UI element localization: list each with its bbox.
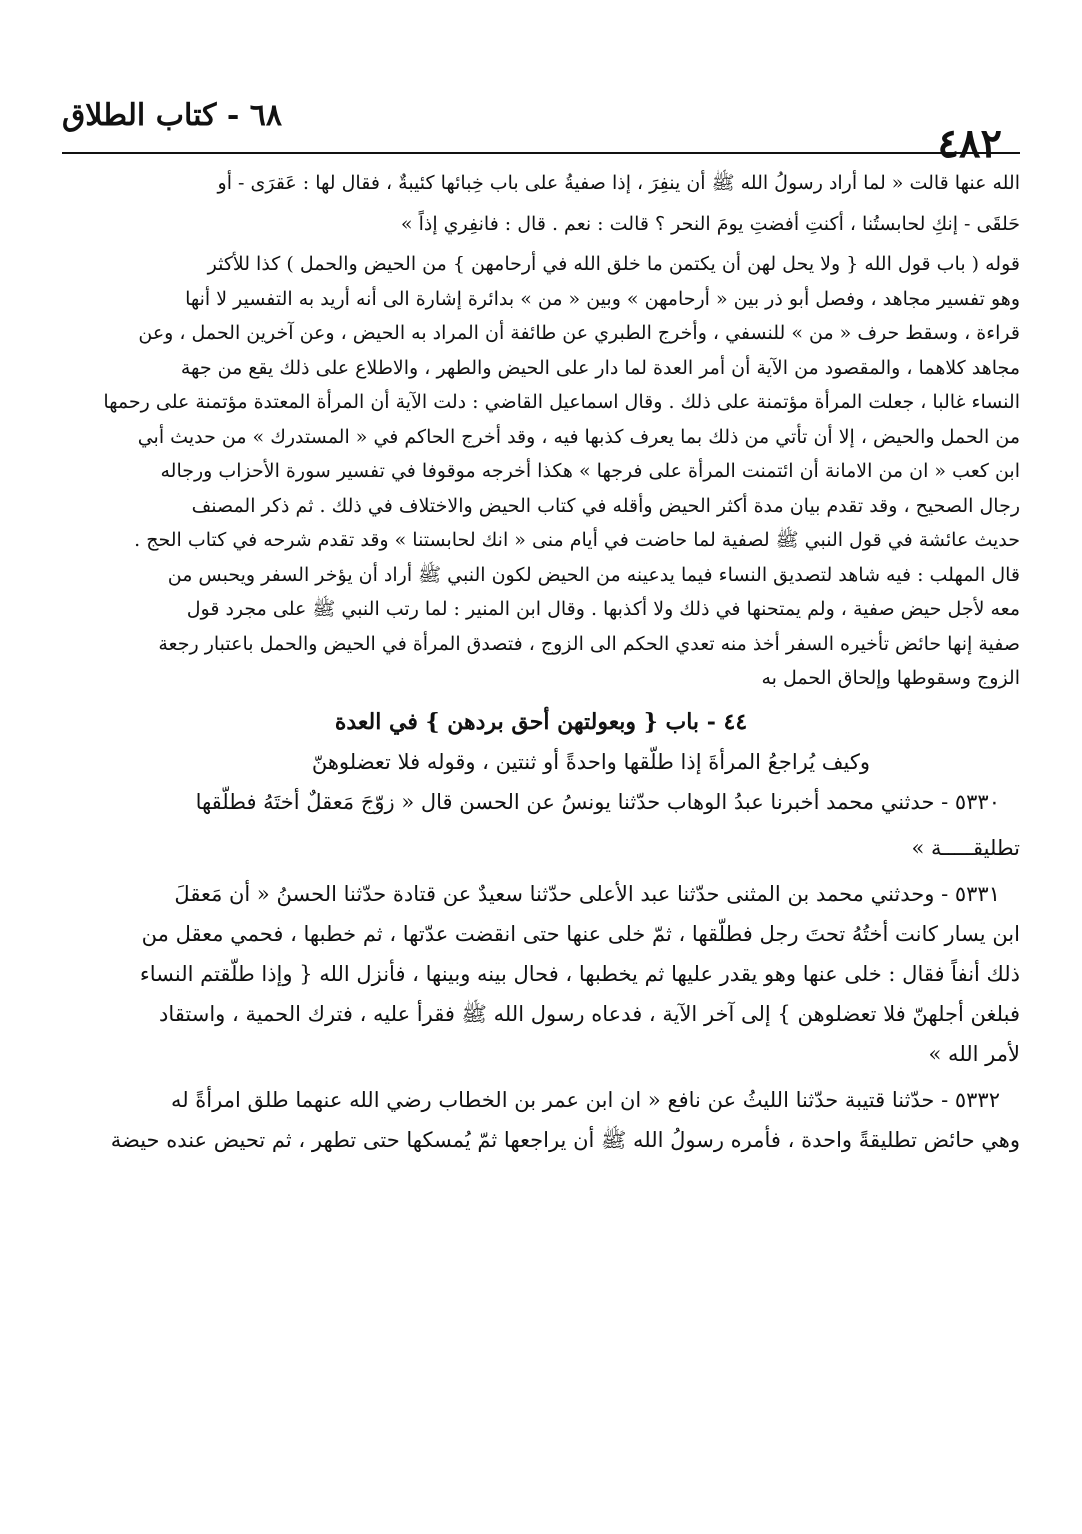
text-line: وهو تفسير مجاهد ، وفصل أبو ذر بين « أرحامهن » وبين « من » بدائرة إشارة الى أنه أريد به التفسير لا أنها [185,287,1020,310]
hadith-line: ٥٣٣٢ - حدّثنا قتيبة حدّثنا الليثُ عن نافع « ان ابن عمر بن الخطاب رضي الله عنهما طلق امرأةً له [170,1087,1000,1112]
text-line: معه لأجل حيض صفية ، ولم يمتحنها في ذلك ولا أكذبها . وقال ابن المنير : لما رتب النبي ﷺ على مجرد قول [186,598,1020,620]
hadith-line: فبلغن أجلهنّ فلا تعضلوهن } إلى آخر الآية ، فدعاه رسول الله ﷺ فقرأ عليه ، فترك الحمية ، واستقاد [159,1001,1020,1026]
header-rule [62,152,1020,154]
text-line: قراءة ، وسقط حرف « من » للنسفي ، وأخرج الطبري عن طائفة أن المراد به الحيض ، وعن آخرين الحمل ، وعن [138,322,1020,344]
hadith-line: تطليقـــــة » [911,835,1020,860]
text-line: حديث عائشة في قول النبي ﷺ لصفية لما حاضت في أيام منى « انك لحابستنا » وقد تقدم شرحه في كتاب الحج . [134,529,1020,551]
text-line: صفية إنها حائض تأخيره السفر أخذ منه تعدي الحكم الى الزوج ، فتصدق المرأة في الحيض والحمل باعتبار رجعة [158,632,1020,655]
text-line: النساء غالبا ، جعلت المرأة مؤتمنة على ذلك . وقال اسماعيل القاضي : دلت الآية أن المرأة المعتدة مؤتمنة على رحمها [103,391,1020,413]
text-line: رجال الصحيح ، وقد تقدم بيان مدة أكثر الحيض وأقله في كتاب الحيض والاختلاف في ذلك . ثم ذكر المصنف [191,494,1020,517]
text-line: مجاهد كلاهما ، والمقصود من الآية أن أمر العدة لما دار على الحيض والطهر ، والاطلاع على ذلك يقع من جهة [180,356,1020,379]
hadith-line: وهي حائض تطليقةً واحدة ، فأمره رسولُ الله ﷺ أن يراجعها ثمّ يُمسكها حتى تطهر ، ثم تحيض عنده حيضة [110,1127,1020,1152]
text-line: قال المهلب : فيه شاهد لتصديق النساء فيما يدعينه من الحيض لكون النبي ﷺ أراد أن يؤخر السفر ويحبس من [167,563,1020,586]
page-body [62,166,1020,1160]
chapter-heading: ٤٤ - باب { وبعولتهن أحق بردهن } في العدة [334,708,748,735]
hadith-line: ٥٣٣٠ - حدثني محمد أخبرنا عبدُ الوهاب حدّثنا يونسُ عن الحسن قال « زوّجَ مَعقلٌ أختَهُ فطلّقها [195,789,1000,814]
hadith-line: ٥٣٣١ - وحدثني محمد بن المثنى حدّثنا عبد الأعلى حدّثنا سعيدٌ عن قتادة حدّثنا الحسنُ « أن مَعقلَ [174,881,1000,906]
book-title: ٦٨ - كتاب الطلاق [62,98,282,133]
chapter-subtitle: وكيف يُراجعُ المرأةَ إذا طلّقها واحدةً أو ثنتين ، وقوله فلا تعضلوهنّ [311,749,870,774]
text-line: قوله ( باب قول الله { ولا يحل لهن أن يكتمن ما خلق الله في أرحامهن } من الحيض والحمل ) كذا للأكثر [207,253,1020,275]
hadith-line: لأمر الله » [928,1041,1020,1066]
text-line: الله عنها قالت « لما أراد رسولُ الله ﷺ أن ينفِرَ ، إذا صفيةُ على باب خِبائها كئيبةٌ ، فقال لها : عَقرَى - أو [217,172,1020,194]
text-line: من الحمل والحيض ، إلا أن تأتي من ذلك بما يعرف كذبها فيه ، وقد أخرج الحاكم في « المستدرك » من حديث أبي [137,425,1020,448]
text-line: حَلقَى - إنكِ لحابستُنا ، أكنتِ أفضتِ يومَ النحر ؟ قالت : نعم . قال : فانفِري إذاً » [400,212,1020,235]
hadith-line: ذلك أنفاً فقال : خلى عنها وهو يقدر عليها ثم يخطبها ، فحال بينه وبينها ، فأنزل الله { وإذا طلّقتم النساء [139,961,1020,986]
text-line: ابن كعب « ان من الامانة أن ائتمنت المرأة على فرجها » هكذا أخرجه موقوفا في تفسير سورة الأحزاب ورجاله [160,460,1020,482]
text-line: الزوج وسقوطها وإلحاق الحمل به [761,667,1020,689]
page-number: ٤٨٢ [937,120,1002,167]
hadith-line: ابن يسار كانت أختُهُ تحتَ رجل فطلّقها ، ثمّ خلى عنها حتى انقضت عدّتها ، ثم خطبها ، فحمي معقل من [141,921,1020,946]
